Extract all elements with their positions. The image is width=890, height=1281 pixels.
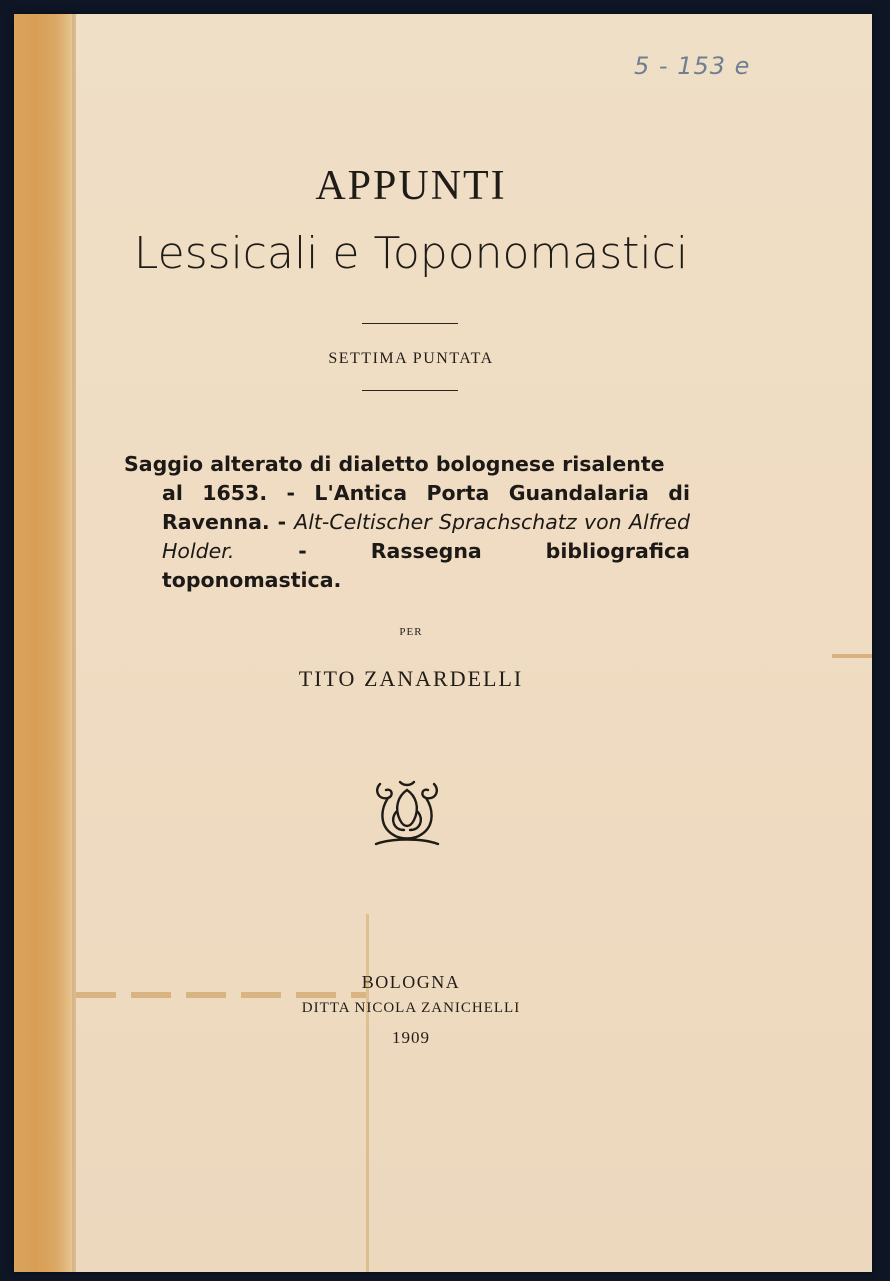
subtitle: Lessicali e Toponomastici bbox=[133, 228, 689, 279]
catalog-mark: 5 - 153 e bbox=[634, 52, 751, 80]
contents-part-3: Alt-Celtischer Sprachschatz von Alfred Holder. bbox=[162, 510, 690, 563]
author: TITO ZANARDELLI bbox=[298, 666, 524, 691]
contents-line-1: Saggio alterato di dialetto bolognese risalente bbox=[124, 452, 665, 476]
installment: SETTIMA PUNTATA bbox=[328, 350, 494, 367]
divider-top bbox=[362, 323, 458, 324]
spine-binding bbox=[14, 14, 76, 1272]
contents-rest bbox=[124, 479, 690, 595]
title: APPUNTI bbox=[315, 163, 507, 209]
imprint-city: BOLOGNA bbox=[361, 972, 461, 992]
divider-bottom bbox=[362, 390, 458, 391]
fold-stain-right bbox=[832, 654, 872, 658]
contents-part-2: al 1653. - L'Antica Porta Guandalaria di Ravenna. - bbox=[162, 481, 690, 534]
contents-part-4: - Rassegna bibliografica toponomastica. bbox=[162, 539, 690, 592]
fold-stain-vertical bbox=[366, 914, 369, 1272]
contents-summary bbox=[124, 450, 690, 595]
imprint-year: 1909 bbox=[392, 1028, 430, 1047]
by-label: PER bbox=[399, 626, 423, 638]
book-cover bbox=[14, 14, 872, 1272]
floral-ornament-icon bbox=[370, 776, 444, 850]
imprint-publisher: DITTA NICOLA ZANICHELLI bbox=[301, 1000, 521, 1016]
